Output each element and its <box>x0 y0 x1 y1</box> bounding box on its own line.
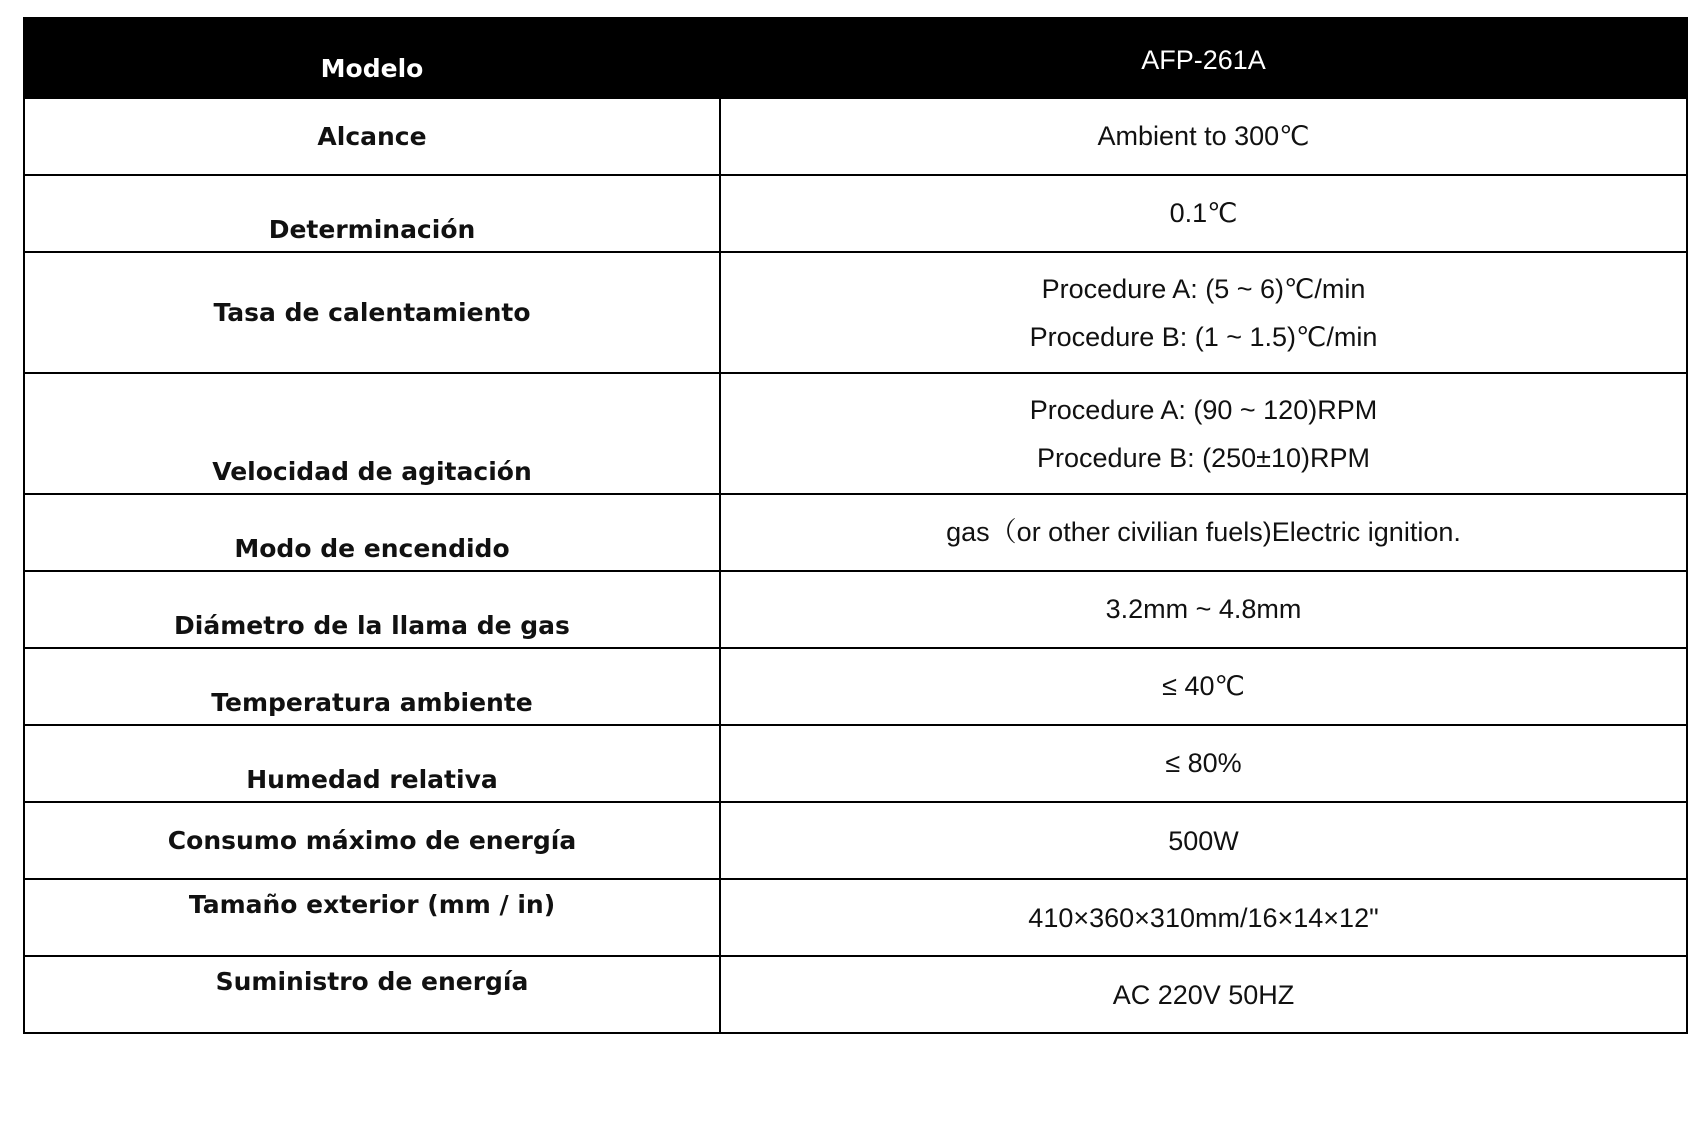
row-label: Velocidad de agitación <box>24 373 720 494</box>
row-value-line: Ambient to 300℃ <box>1097 121 1310 151</box>
row-value <box>720 956 1687 1033</box>
row-label: Temperatura ambiente <box>24 648 720 725</box>
row-value-line: Procedure B: (250±10)RPM <box>1037 442 1370 473</box>
table-row <box>24 879 1687 956</box>
table-row <box>24 725 1687 802</box>
row-value-line: 0.1℃ <box>1169 198 1238 228</box>
row-value <box>720 648 1687 725</box>
row-value <box>720 802 1687 879</box>
table-row <box>24 571 1687 648</box>
row-value-line: AC 220V 50HZ <box>1112 980 1295 1010</box>
row-value <box>720 571 1687 648</box>
row-value <box>720 175 1687 252</box>
row-value <box>720 725 1687 802</box>
row-value <box>720 252 1687 373</box>
table-row <box>24 373 1687 494</box>
row-value-line: ≤ 40℃ <box>1162 671 1245 701</box>
table-row <box>24 802 1687 879</box>
table-header-row <box>24 18 1687 98</box>
row-value <box>720 494 1687 571</box>
table-row <box>24 648 1687 725</box>
row-value-line: 3.2mm ~ 4.8mm <box>1105 594 1302 624</box>
header-label: Modelo <box>24 18 720 98</box>
row-label: Consumo máximo de energía <box>24 802 720 879</box>
header-value: AFP-261A <box>720 18 1687 98</box>
row-label: Tamaño exterior (mm / in) <box>24 879 720 956</box>
row-value <box>720 373 1687 494</box>
row-value-line: ≤ 80% <box>1165 748 1242 778</box>
row-value-line: 500W <box>1168 826 1239 856</box>
row-label: Humedad relativa <box>24 725 720 802</box>
table-row <box>24 252 1687 373</box>
row-value-line: 410×360×310mm/16×14×12" <box>1028 903 1379 933</box>
row-value-line: Procedure A: (90 ~ 120)RPM <box>1029 394 1378 425</box>
row-value <box>720 879 1687 956</box>
spec-table <box>23 17 1688 1034</box>
row-value-line: Procedure A: (5 ~ 6)℃/min <box>1041 273 1366 304</box>
row-value-line: gas（or other civilian fuels)Electric ignition. <box>946 517 1461 547</box>
row-label: Alcance <box>24 98 720 175</box>
row-label: Suministro de energía <box>24 956 720 1033</box>
row-label: Tasa de calentamiento <box>24 252 720 373</box>
table-row <box>24 98 1687 175</box>
row-label: Modo de encendido <box>24 494 720 571</box>
table-row <box>24 494 1687 571</box>
table-row <box>24 956 1687 1033</box>
row-label: Diámetro de la llama de gas <box>24 571 720 648</box>
row-value-line: Procedure B: (1 ~ 1.5)℃/min <box>1029 321 1378 352</box>
table-row <box>24 175 1687 252</box>
row-value <box>720 98 1687 175</box>
row-label: Determinación <box>24 175 720 252</box>
